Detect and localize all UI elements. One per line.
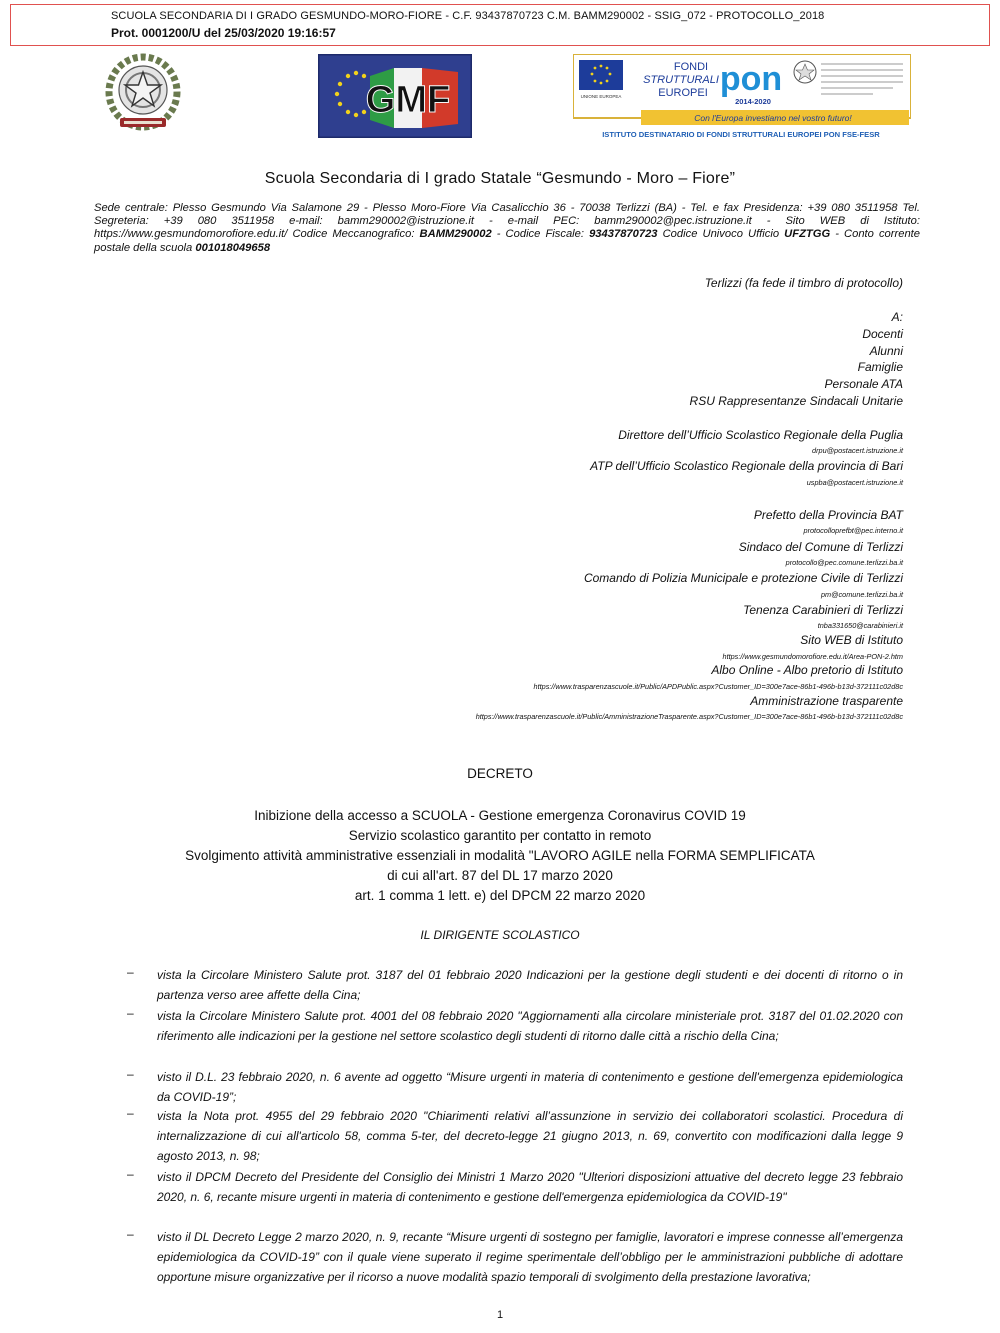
office-unique-code: UFZTGG [784, 228, 831, 241]
list-item-text: visto il D.L. 23 febbraio 2020, n. 6 avente ad oggetto “Misure urgenti in materia di contenimento e gestione dell'emergenza epidemiologica da COVID-19”; [157, 1070, 903, 1104]
bullet-dash: – [127, 1006, 134, 1020]
subject-line: Servizio scolastico garantito per contatto in remoto [348, 828, 652, 843]
list-item-text: vista la Circolare Ministero Salute prot. 4001 del 08 febbraio 2020 "Aggiornamenti alla circolare ministeriale prot. 3187 del 01.02.2020 con riferimento alle indicazioni per la gestione nel settore scolastico degli studenti di ritorno dalle città a rischio della Cina; [157, 1009, 903, 1043]
subject-line: art. 1 comma 1 lett. e) del DPCM 22 marzo 2020 [354, 888, 646, 903]
decree-title: DECRETO [467, 766, 533, 781]
pon-years-label: 2014-2020 [735, 97, 771, 106]
pon-recipient-note: ISTITUTO DESTINATARIO DI FONDI STRUTTURALI EUROPEI PON FSE-FESR [602, 130, 880, 139]
bullet-dash: – [127, 1227, 134, 1241]
pon-strutturali-label: STRUTTURALI [643, 74, 719, 86]
recipients-to-label: A: [891, 310, 903, 324]
recipient-usr-puglia: Direttore dell’Ufficio Scolastico Regionale della Puglia [618, 428, 903, 442]
bullet-dash: – [127, 965, 134, 979]
stamp-protocol-number: Prot. 0001200/U del 25/03/2020 19:16:57 [111, 26, 336, 40]
dirigente-heading: IL DIRIGENTE SCOLASTICO [420, 928, 580, 942]
recipient-atp-email: uspba@postacert.istruzione.it [806, 478, 903, 487]
recipient-personale-ata: Personale ATA [824, 377, 903, 391]
place-date-note: Terlizzi (fa fede il timbro di protocollo) [704, 276, 903, 290]
recipient-alunni: Alunni [869, 344, 903, 358]
pon-ue-label: UNIONE EUROPEA [580, 94, 622, 99]
bullet-dash: – [127, 1067, 134, 1081]
stamp-line-1: SCUOLA SECONDARIA DI I GRADO GESMUNDO-MORO-FIORE - C.F. 93437870723 C.M. BAMM290002 - SSIG_072 - PROTOCOLLO_2018 [111, 10, 825, 22]
school-address-block [94, 202, 920, 255]
subject-line: Inibizione della accesso a SCUOLA - Gestione emergenza Coronavirus COVID 19 [254, 808, 746, 823]
mechanographic-code: BAMM290002 [419, 228, 492, 241]
address-text-2: - Codice Fiscale: [491, 228, 590, 241]
recipient-polizia-municipale: Comando di Polizia Municipale e protezione Civile di Terlizzi [583, 571, 903, 585]
pon-tagline: Con l'Europa investiamo nel vostro futuro! [694, 113, 852, 123]
pon-europei-label: EUROPEI [658, 87, 708, 99]
bullet-dash: – [127, 1106, 134, 1120]
recipient-docenti: Docenti [862, 327, 903, 341]
list-item-text: vista la Circolare Ministero Salute prot. 3187 del 01 febbraio 2020 Indicazioni per la gestione degli studenti e dei docenti di ritorno o in partenza verso aree affette della Cina; [157, 968, 903, 1002]
recipient-amministrazione-url: https://www.trasparenzascuole.it/Public/AmministrazioneTrasparente.aspx?Customer_ID=300e7ace-86b1-496b-b13d-372111c02d8c [475, 712, 903, 721]
pon-brand-label: pon [719, 60, 783, 98]
fiscal-code: 93437870723 [589, 228, 658, 241]
decree-subject [0, 806, 1000, 906]
list-item-text: visto il DL Decreto Legge 2 marzo 2020, n. 9, recante “Misure urgenti di sostegno per famiglie, lavoratori e imprese connesse all’emergenza epidemiologica da COVID-19” con il quale viene superato il regime sperimentale dell’obbligo per le amministrazioni pubbliche di adottare opportune misure organizzative per il ricorso a nuove modalità spazio temporali di svolgimento della prestazione lavorativa; [157, 1230, 903, 1284]
bullet-dash: – [127, 1167, 134, 1181]
recipient-atp-bari: ATP dell’Ufficio Scolastico Regionale della provincia di Bari [590, 459, 903, 473]
gmf-logo-text: GMF [365, 79, 451, 121]
page-number: 1 [496, 1309, 504, 1321]
recipient-sindaco: Sindaco del Comune di Terlizzi [738, 540, 903, 554]
recipient-prefetto-email: protocolloprefbt@pec.interno.it [803, 526, 903, 535]
protocol-stamp [10, 4, 990, 46]
postal-account-number: 001018049658 [195, 241, 271, 254]
gmf-school-logo [318, 54, 472, 138]
address-text-4: - Conto corrente postale della scuola [94, 228, 921, 254]
recipient-famiglie: Famiglie [857, 360, 903, 374]
recipient-amministrazione-trasparente: Amministrazione trasparente [750, 694, 903, 708]
recipient-prefetto: Prefetto della Provincia BAT [753, 508, 903, 522]
recipient-rsu: RSU Rappresentanze Sindacali Unitarie [689, 394, 903, 408]
recipient-carabinieri-email: tnba331650@carabinieri.it [817, 621, 903, 630]
recipient-albo-online: Albo Online - Albo pretorio di Istituto [711, 663, 903, 677]
address-text-1: Sede centrale: Plesso Gesmundo Via Salamone 29 - Plesso Moro-Fiore Via Casalicchio 36 - 70038 Terlizzi (BA) - Tel. e fax Presidenza: +39 080 3511958 Tel. Segreteria: +39 080 3511958 e-mail: bamm290002@istruzione.it - e-mail PEC: bamm290002@pec.istruzione.it - Sito WEB di Istituto: https://www.gesmundomorofiore.edu.it/ Codice Meccanografico: [94, 202, 920, 241]
italian-republic-emblem-logo [104, 52, 182, 134]
list-item-text: visto il DPCM Decreto del Presidente del Consiglio dei Ministri 1 Marzo 2020 "Ulteriori disposizioni attuative del decreto legge 23 febbraio 2020, n. 6, recante misure urgenti in materia di contenimento e gestione dell'emergenza epidemiologica da COVID-19" [157, 1170, 903, 1204]
recipient-sito-web: Sito WEB di Istituto [800, 633, 903, 647]
pon-fondi-strutturali-logo [573, 54, 911, 142]
recipient-polizia-email: pm@comune.terlizzi.ba.it [820, 590, 903, 599]
school-name-title: Scuola Secondaria di I grado Statale “Gesmundo - Moro – Fiore” [264, 170, 736, 187]
recipient-sindaco-email: protocollo@pec.comune.terlizzi.ba.it [785, 558, 903, 567]
recipient-albo-url: https://www.trasparenzascuole.it/Public/APDPublic.aspx?Customer_ID=300e7ace-86b1-496b-b13d-372111c02d8c [533, 682, 903, 691]
recipient-sito-url: https://www.gesmundomorofiore.edu.it/Area-PON-2.htm [722, 652, 903, 661]
pon-fondi-label: FONDI [673, 61, 709, 73]
recipient-carabinieri: Tenenza Carabinieri di Terlizzi [743, 603, 903, 617]
recipient-usr-email: drpu@postacert.istruzione.it [812, 446, 903, 455]
address-text-3: Codice Univoco Ufficio [657, 228, 785, 241]
subject-line: di cui all'art. 87 del DL 17 marzo 2020 [387, 868, 613, 883]
list-item-text: vista la Nota prot. 4955 del 29 febbraio 2020 "Chiarimenti relativi all’assunzione in servizio dei collaboratori scolastici. Procedura di internalizzazione di cui all'articolo 58, comma 5-ter, del decreto-legge 21 giugno 2013, n. 69, convertito con modificazioni dalla legge 9 agosto 2013, n. 98; [157, 1109, 903, 1163]
subject-line: Svolgimento attività amministrative essenziali in modalità "LAVORO AGILE nella FORMA SEMPLIFICATA [185, 848, 815, 863]
